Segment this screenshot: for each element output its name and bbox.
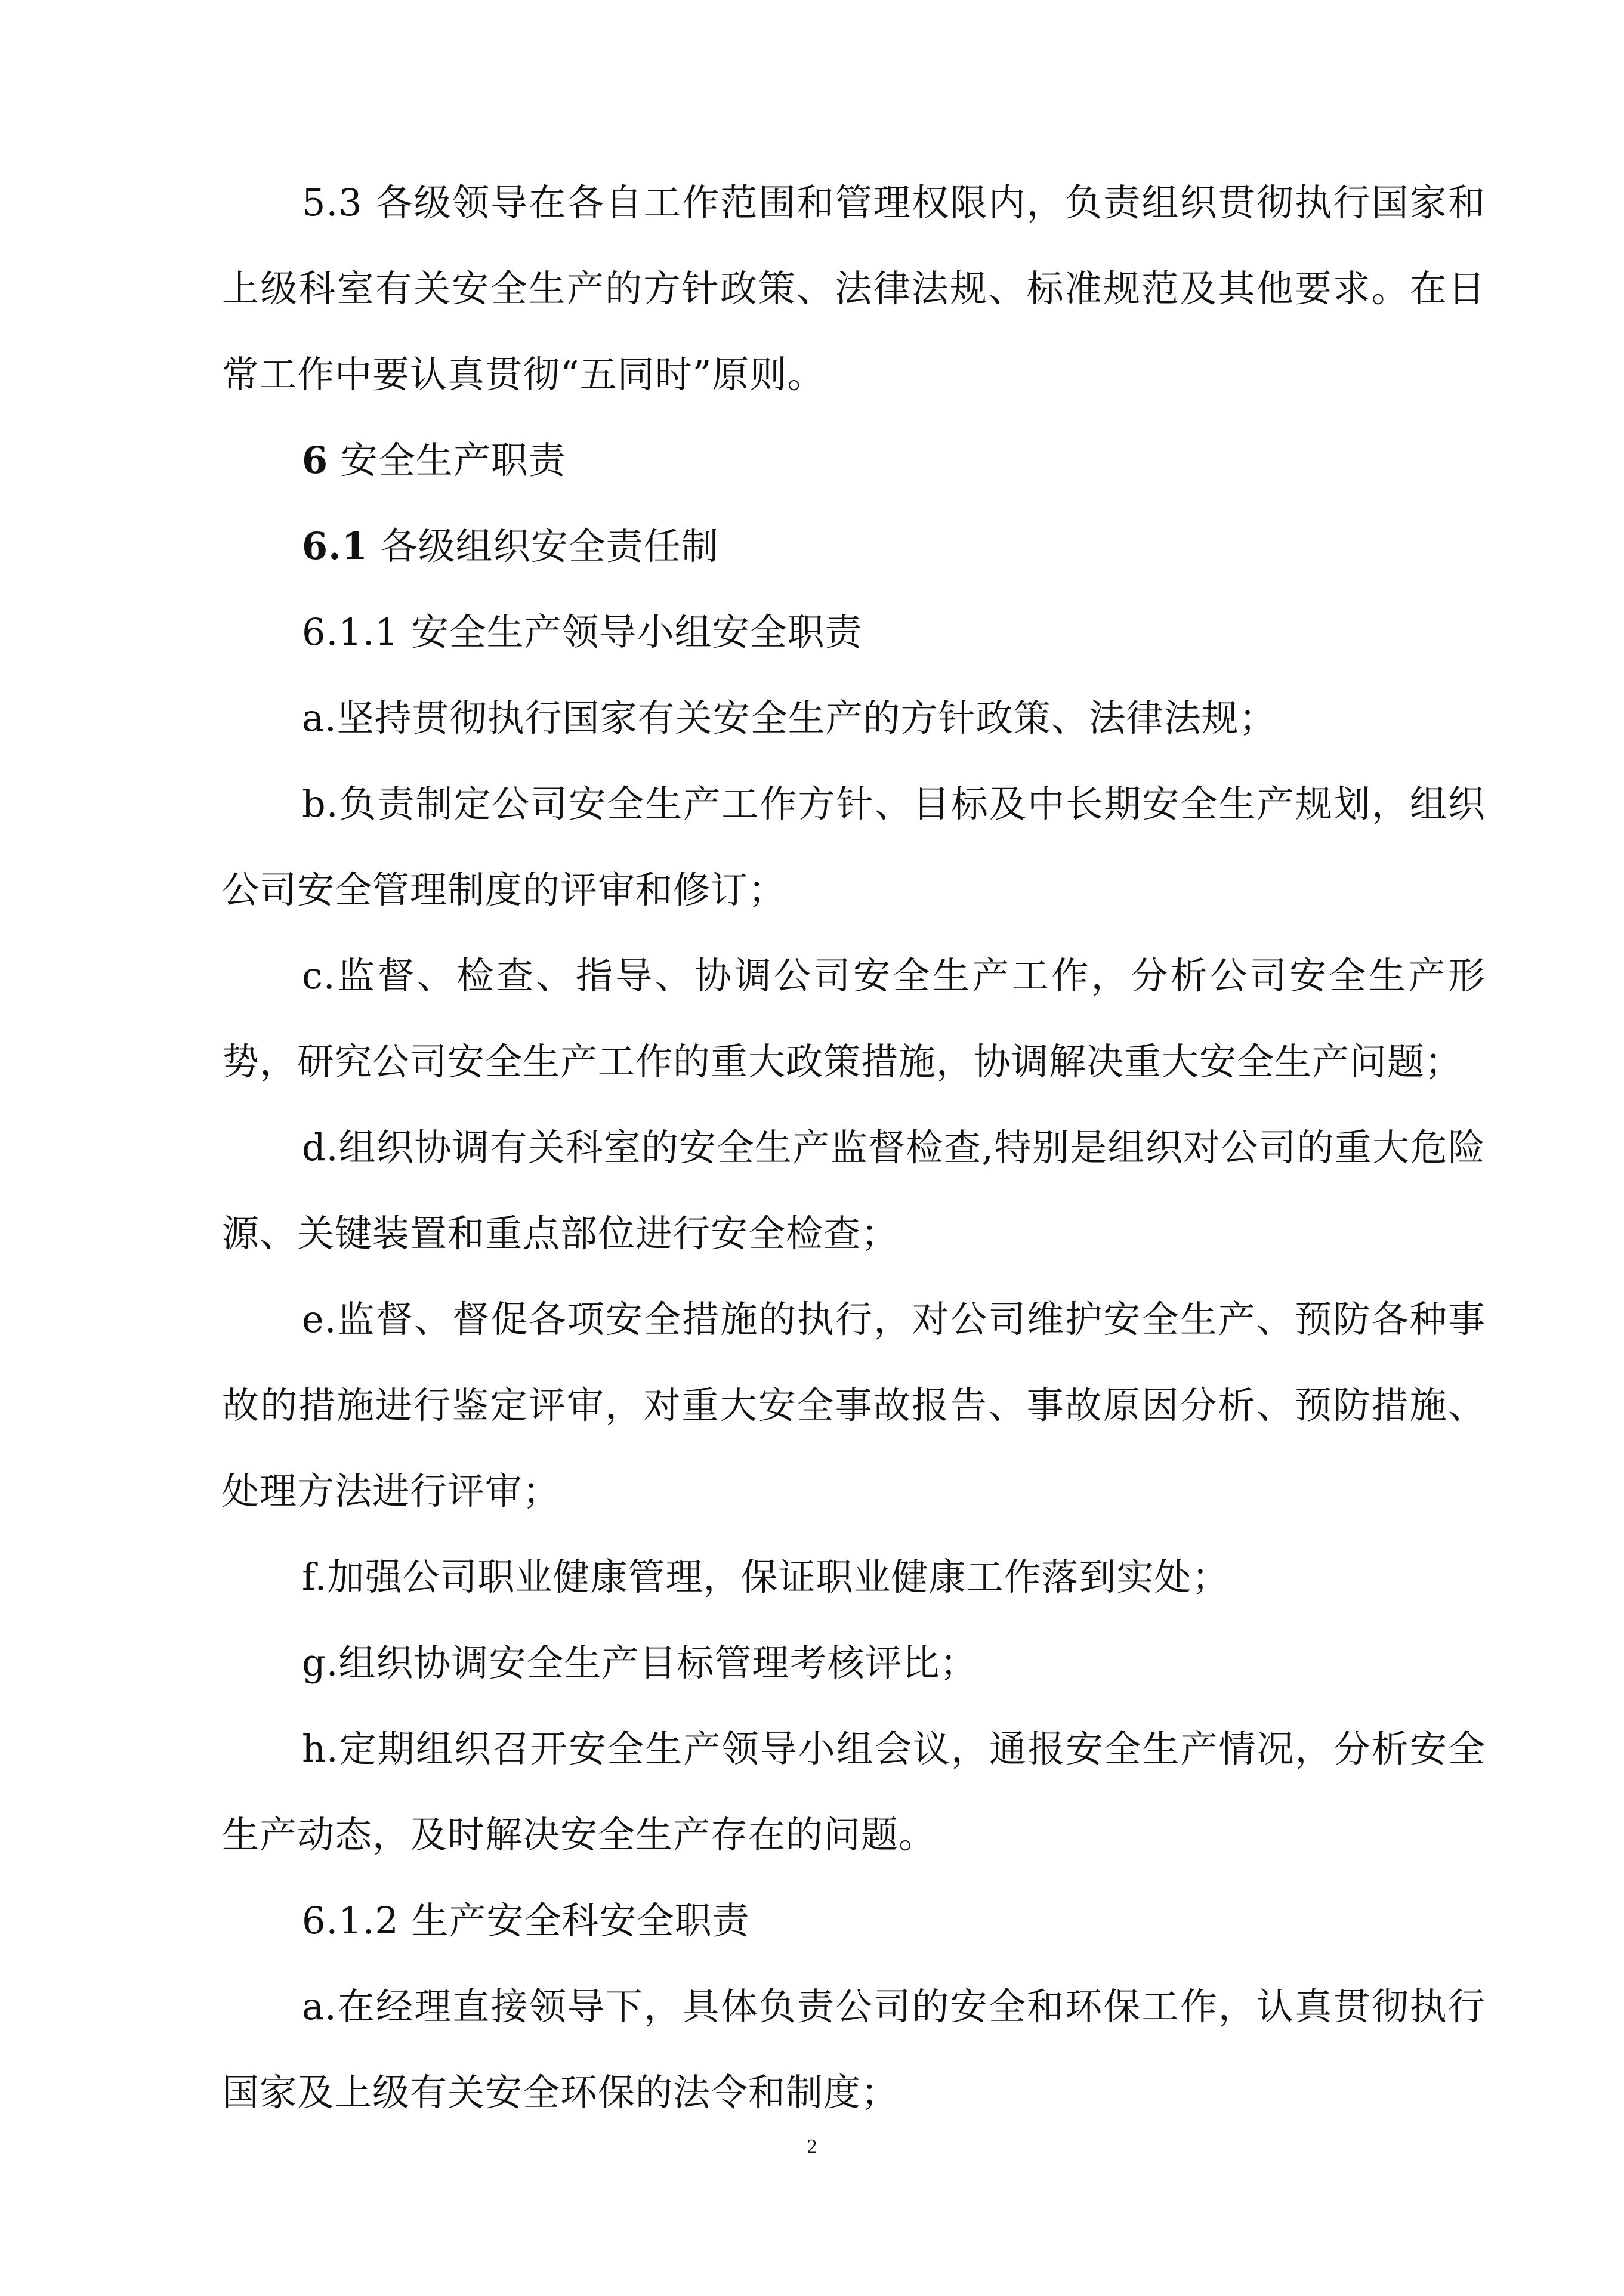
list-item-e: e.监督、督促各项安全措施的执行，对公司维护安全生产、预防各种事故的措施进行鉴定评审，对重大安全事故报告、事故原因分析、预防措施、处理方法进行评审； [222, 1297, 1486, 1513]
subsection-heading-6-1-2: 6.1.2 生产安全科安全职责 [302, 1899, 750, 1942]
list-item-h: h.定期组织召开安全生产领导小组会议，通报安全生产情况，分析安全生产动态，及时解决安全生产存在的问题。 [222, 1727, 1486, 1856]
subsection-heading-6-1-1: 6.1.1 安全生产领导小组安全职责 [302, 610, 863, 654]
page-number: 2 [807, 2136, 817, 2158]
section-heading-6-1 [222, 503, 1486, 589]
page-content [222, 160, 1486, 2136]
list-item-f: f.加强公司职业健康管理，保证职业健康工作落到实处； [302, 1555, 1230, 1599]
paragraph-5-3: 5.3 各级领导在各自工作范围和管理权限内，负责组织贯彻执行国家和上级科室有关安全生产的方针政策、法律法规、标准规范及其他要求。在日常工作中要认真贯彻“五同时”原则。 [222, 181, 1486, 396]
list-item-c: c.监督、检查、指导、协调公司安全生产工作，分析公司安全生产形势，研究公司安全生产工作的重大政策措施，协调解决重大安全生产问题； [222, 954, 1486, 1083]
section-number: 6.1 [302, 524, 368, 568]
section-heading-6 [222, 418, 1486, 503]
list-item-b: b.负责制定公司安全生产工作方针、目标及中长期安全生产规划，组织公司安全管理制度的评审和修订； [222, 782, 1486, 911]
list-item-a-2: a.在经理直接领导下，具体负责公司的安全和环保工作，认真贯彻执行国家及上级有关安全环保的法令和制度； [222, 1985, 1486, 2114]
section-title: 各级组织安全责任制 [368, 524, 719, 568]
list-item-g: g.组织协调安全生产目标管理考核评比； [302, 1641, 978, 1685]
section-number: 6 [302, 438, 329, 482]
list-item-d: d.组织协调有关科室的安全生产监督检查,特别是组织对公司的重大危险源、关键装置和重点部位进行安全检查； [222, 1126, 1486, 1255]
list-item-a: a.坚持贯彻执行国家有关安全生产的方针政策、法律法规； [302, 696, 1277, 740]
section-title: 安全生产职责 [328, 438, 566, 482]
